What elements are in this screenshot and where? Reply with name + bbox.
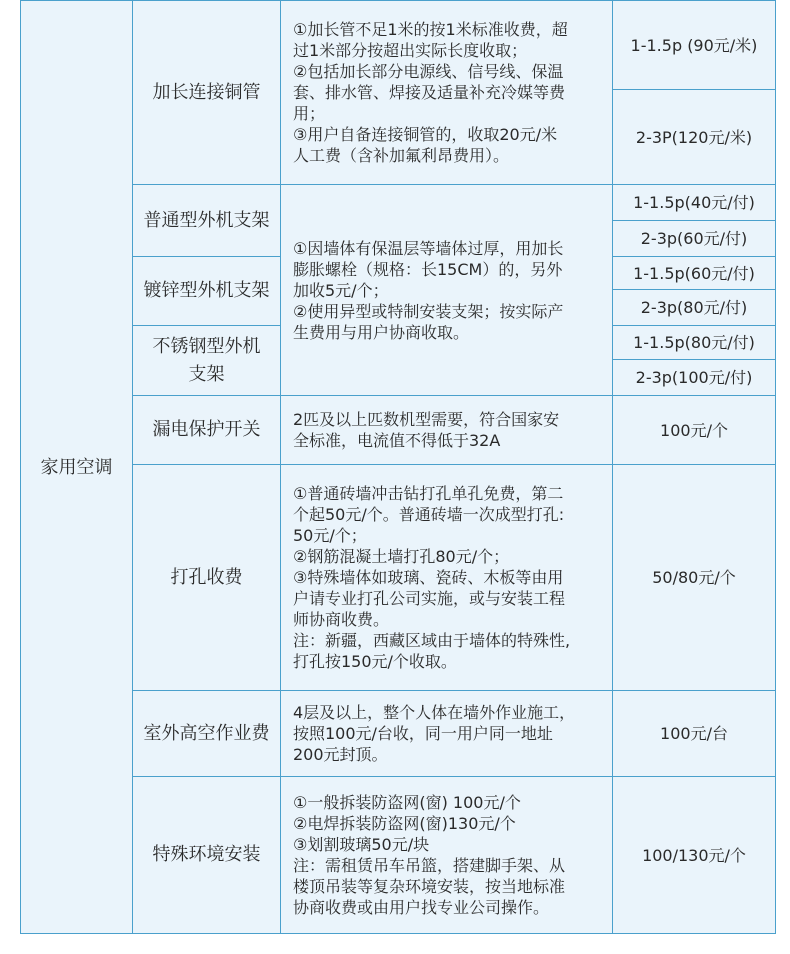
item-cell: [133, 691, 281, 777]
desc-line: 注：需租赁吊车吊篮，搭建脚手架、从: [293, 856, 566, 875]
price-cell: [613, 221, 776, 257]
price-label: 1-1.5p (90元/米): [630, 35, 758, 55]
item-label: 特殊环境安装: [152, 844, 261, 865]
category-label: 家用空调: [40, 456, 113, 478]
item-label: 不锈钢型外机 支架: [152, 335, 261, 385]
desc-line: 楼顶吊装等复杂环境安装，按当地标准: [293, 877, 566, 896]
desc-line: ①一般拆装防盗网(窗) 100元/个: [293, 793, 521, 812]
desc-line: 膨胀螺栓（规格：长15CM）的，另外: [293, 259, 563, 279]
price-cell: [613, 257, 776, 290]
item-label: 打孔收费: [170, 566, 243, 588]
category-cell: [21, 1, 133, 934]
item-cell: [133, 777, 281, 934]
desc-cell: [281, 777, 613, 934]
desc-cell: [281, 396, 613, 465]
desc-line: ②使用异型或特制安装支架；按实际产: [293, 301, 564, 321]
desc-cell: [281, 465, 613, 691]
desc-line: ①普通砖墙冲击钻打孔单孔免费，第二: [293, 484, 564, 503]
price-cell: [613, 326, 776, 360]
item-label: 普通型外机支架: [143, 209, 270, 231]
price-label: 1-1.5p(40元/付): [633, 193, 755, 212]
desc-line: 2匹及以上匹数机型需要，符合国家安: [293, 410, 560, 429]
price-label: 2-3p(80元/付): [640, 298, 748, 317]
price-label: 1-1.5p(80元/付): [633, 333, 755, 352]
desc-line: ②钢筋混凝土墙打孔80元/个；: [293, 547, 510, 566]
desc-line: 套、排水管、焊接及适量补充冷媒等费: [293, 83, 566, 102]
desc-line: ②电焊拆装防盗网(窗)130元/个: [293, 814, 516, 833]
price-cell: [613, 396, 776, 465]
price-cell: [613, 777, 776, 934]
desc-line: 4层及以上，整个人体在墙外作业施工，: [293, 703, 576, 722]
price-cell: [613, 185, 776, 221]
item-label: 漏电保护开关: [152, 419, 261, 440]
desc-cell: [281, 185, 613, 396]
desc-line: 协商收费或由用户找专业公司操作。: [293, 898, 550, 917]
price-cell: [613, 90, 776, 185]
price-label: 2-3P(120元/米): [635, 127, 753, 147]
desc-line: ①加长管不足1米的按1米标准收费，超: [293, 20, 568, 39]
price-label: 2-3p(60元/付): [640, 229, 748, 248]
item-label: 加长连接铜管: [152, 81, 261, 103]
desc-line: 生费用与用户协商收取。: [293, 322, 470, 342]
price-cell: [613, 360, 776, 396]
price-cell: [613, 290, 776, 326]
desc-line: 户请专业打孔公司实施，或与安装工程: [293, 589, 566, 608]
item-cell: [133, 396, 281, 465]
item-label: 镀锌型外机支架: [143, 280, 270, 301]
desc-line: 注：新疆，西藏区域由于墙体的特殊性,: [293, 631, 571, 650]
desc-line: 人工费（含补加氟利昂费用）。: [293, 146, 510, 165]
item-cell: [133, 326, 281, 396]
item-cell: [133, 185, 281, 257]
price-label: 50/80元/个: [652, 568, 736, 587]
desc-line: ③特殊墙体如玻璃、瓷砖、木板等由用: [293, 568, 564, 587]
desc-line: ①因墙体有保温层等墙体过厚，用加长: [293, 238, 564, 258]
fee-table: [20, 0, 776, 934]
desc-line: 全标准，电流值不得低于32A: [293, 431, 501, 450]
desc-line: 师协商收费。: [293, 610, 390, 629]
desc-line: 加收5元/个；: [293, 280, 389, 300]
item-cell: [133, 465, 281, 691]
desc-line: ②包括加长部分电源线、信号线、保温: [293, 62, 564, 81]
desc-line: 按照100元/台收，同一用户同一地址: [293, 724, 553, 743]
desc-line: ③划割玻璃50元/块: [293, 835, 430, 854]
price-label: 100元/个: [660, 420, 728, 440]
price-cell: [613, 465, 776, 691]
price-label: 100元/台: [660, 724, 728, 743]
price-cell: [613, 691, 776, 777]
desc-line: 打孔按150元/个收取。: [293, 652, 457, 671]
desc-cell: [281, 1, 613, 185]
item-cell: [133, 257, 281, 326]
desc-line: 用；: [293, 104, 326, 123]
desc-line: 200元封顶。: [293, 745, 388, 764]
desc-line: ③用户自备连接铜管的，收取20元/米: [293, 125, 558, 144]
desc-line: 个起50元/个。普通砖墙一次成型打孔:: [293, 505, 565, 524]
desc-line: 50元/个；: [293, 526, 367, 545]
price-label: 1-1.5p(60元/付): [633, 263, 755, 283]
item-cell: [133, 1, 281, 185]
desc-line: 过1米部分按超出实际长度收取；: [293, 41, 528, 60]
price-cell: [613, 1, 776, 90]
desc-cell: [281, 691, 613, 777]
price-label: 2-3p(100元/付): [635, 368, 753, 387]
price-label: 100/130元/个: [642, 845, 746, 865]
item-label: 室外高空作业费: [143, 722, 270, 744]
